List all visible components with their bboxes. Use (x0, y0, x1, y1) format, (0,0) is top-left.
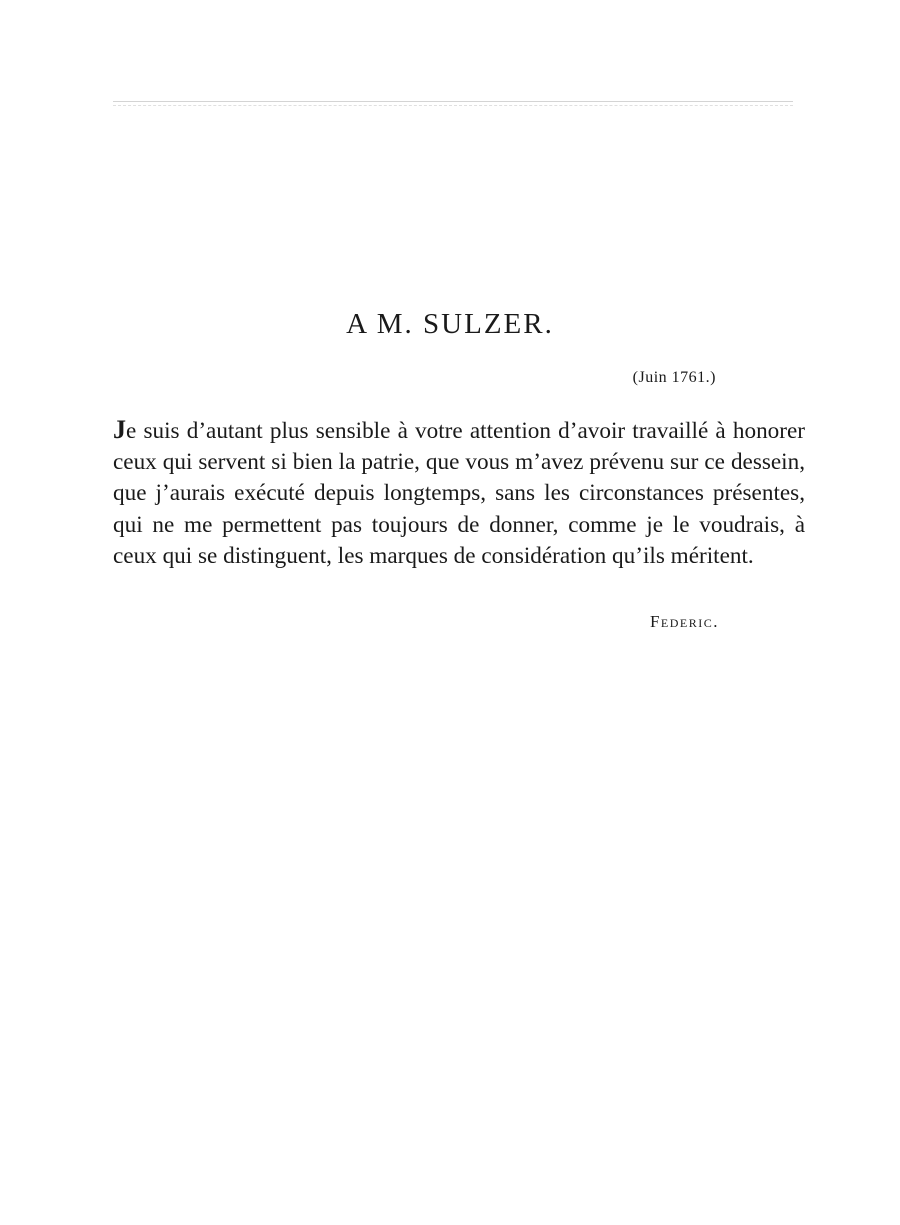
top-divider (113, 101, 793, 102)
letter-body (113, 414, 805, 572)
letter-date: (Juin 1761.) (632, 369, 716, 386)
letter-signature: Federic. (649, 612, 719, 631)
letter-title: A M. SULZER. (346, 308, 554, 340)
letter-initial: J (113, 415, 126, 444)
top-divider-secondary (113, 105, 793, 106)
letter-body-text: e suis d’autant plus sensible à votre attention d’avoir travaillé à honorer ceux qui servent si bien la patrie, que vous m’avez prévenu sur ce dessein, que j’aurais exécuté depuis longtemps, sans les circonstances présentes, qui ne me permettent pas toujours de donner, comme je le voudrais, à ceux qui se distinguent, les marques de considération qu’ils méritent. (113, 418, 805, 569)
